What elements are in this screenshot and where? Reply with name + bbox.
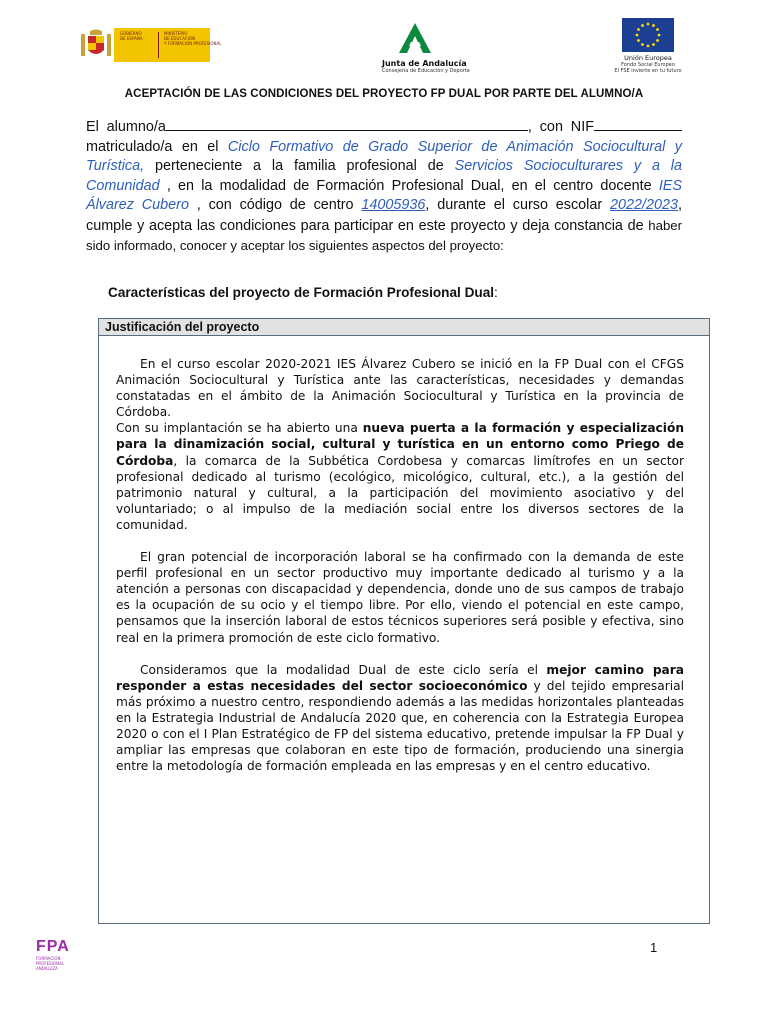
para3-text-b: y del tejido empresarial más próximo a nuestro centro, respondiendo además a las medidas horizontales planteadas en la Estrategia Industrial de Andalucía 2020 que, en coherencia con la Estrategia Europea 2020 o con el I Plan Estratégico de FP del sistema educativo, pretende impulsar la FP Dual y ampliar las empresas que colaboran en este tipo de formación, produciendo una sinergia entre la metodología de formación empleada en las empresas y en el centro educativo. bbox=[116, 678, 684, 774]
gobierno-espana-logo bbox=[78, 28, 222, 62]
justificacion-box-body bbox=[116, 356, 684, 774]
gov-logo-text: GOBIERNO DE ESPAÑA bbox=[120, 31, 143, 41]
nif-label: , con NIF bbox=[527, 119, 594, 135]
ministry-band bbox=[114, 28, 222, 62]
para1-text-b: Con su implantación se ha abierto una bbox=[116, 421, 358, 436]
para1-text-c: , la comarca de la Subbética Cordobesa y comarcas limítrofes en un sector profesional dedicado al turismo (ecológico, micológico, cultural, etc.), a la gestión del patrimonio natural y cultural, a la participación del movimiento asociativo y del voluntariado; o al impulso de la mediación social entre los diversos sectores de la comunidad. bbox=[116, 453, 684, 532]
nif-blank bbox=[594, 117, 682, 131]
fpa-logo bbox=[36, 938, 96, 978]
curso-label: , durante el curso escolar bbox=[425, 197, 603, 213]
intro-paragraph bbox=[86, 117, 682, 257]
junta-andalucia-logo bbox=[382, 22, 470, 78]
eu-flag-icon bbox=[622, 18, 674, 52]
fpa-logo-text: FPA bbox=[36, 938, 70, 955]
section-heading-text: Características del proyecto de Formación Profesional Dual bbox=[108, 285, 495, 300]
junta-andalucia-emblem-icon bbox=[397, 22, 433, 54]
fpa-logo-sub: FORMACIÓN PROFESIONAL ANDALUZA bbox=[36, 956, 64, 971]
curso-escolar: 2022/2023 bbox=[609, 197, 678, 213]
union-europea-logo bbox=[610, 18, 686, 78]
ciclo-name: Ciclo Formativo de Grado Superior de Animación Sociocultural y Turística, bbox=[86, 138, 682, 174]
justificacion-para-1 bbox=[116, 356, 684, 533]
section-heading-colon: : bbox=[494, 285, 498, 300]
alumno-name-blank bbox=[166, 117, 528, 131]
codigo-centro: 14005936 bbox=[361, 197, 426, 213]
justificacion-box-header: Justificación del proyecto bbox=[98, 318, 710, 336]
modalidad-text: , en la modalidad de Formación Profesional Dual, en el centro docente bbox=[166, 177, 652, 194]
matriculado-text: matriculado/a en el bbox=[86, 138, 219, 155]
para3-bold: mejor camino para responder a estas necesidades del sector socioeconómico bbox=[116, 662, 685, 693]
page-number: 1 bbox=[650, 940, 658, 955]
justificacion-para-3 bbox=[116, 662, 684, 775]
informado-text: haber sido informado, conocer y aceptar los siguientes aspectos del proyecto: bbox=[86, 217, 683, 253]
eu-fund-name: Fondo Social Europeo bbox=[621, 62, 675, 68]
familia-name: Servicios Socioculturares y a la Comunidad bbox=[86, 158, 683, 194]
para1-bold: nueva puerta a la formación y especialización para la dinamización social, cultural y turística en un entorno como Priego de Córdoba bbox=[116, 421, 685, 468]
acepta-text: , cumple y acepta las condiciones para participar en este proyecto y deja constancia de bbox=[86, 197, 682, 234]
document-title: ACEPTACIÓN DE LAS CONDICIONES DEL PROYECTO FP DUAL POR PARTE DEL ALUMNO/A bbox=[124, 88, 644, 100]
justificacion-para-2 bbox=[116, 549, 684, 646]
centro-name: IES Álvarez Cubero bbox=[86, 177, 683, 213]
para2-text: El gran potencial de incorporación laboral se ha confirmado con la demanda de este perfil profesional en un sector productivo muy importante dedicado al turismo y a la atención a personas con discapacidad y dependencia, donde uno de sus campos de trabajo es la ocupación de su ocio y el tiempo libre. Por ello, viendo el potencial en este campo, pensamos que la inserción laboral de estos técnicos superiores será posible y efectiva, sino real en la primera promoción de este ciclo formativo. bbox=[116, 550, 684, 645]
section-heading bbox=[108, 285, 498, 300]
consejeria-name: Consejería de Educación y Deporte bbox=[382, 68, 470, 74]
codigo-label: , con código de centro bbox=[196, 197, 354, 213]
alumno-label: El alumno/a bbox=[86, 119, 166, 135]
eu-name: Unión Europea bbox=[624, 54, 672, 62]
ministry-logo-text: MINISTERIO DE EDUCACIÓN Y FORMACIÓN PROFESIONAL bbox=[164, 31, 222, 46]
spain-coat-of-arms-icon bbox=[78, 28, 114, 62]
eu-fund-slogan: El FSE invierte en tu futuro bbox=[614, 68, 682, 74]
para1-text-a: En el curso escolar 2020-2021 IES Álvarez Cubero se inició en la FP Dual con el CFGS Animación Sociocultural y Turística ante las características, necesidades y demandas constatadas en el ámbito de la Animación Sociocultural y Turística en la provincia de Córdoba. bbox=[116, 357, 684, 420]
familia-label: perteneciente a la familia profesional de bbox=[154, 158, 444, 174]
para3-text-a: Consideramos que la modalidad Dual de este ciclo sería el bbox=[140, 662, 538, 677]
junta-name: Junta de Andalucía bbox=[382, 59, 467, 68]
